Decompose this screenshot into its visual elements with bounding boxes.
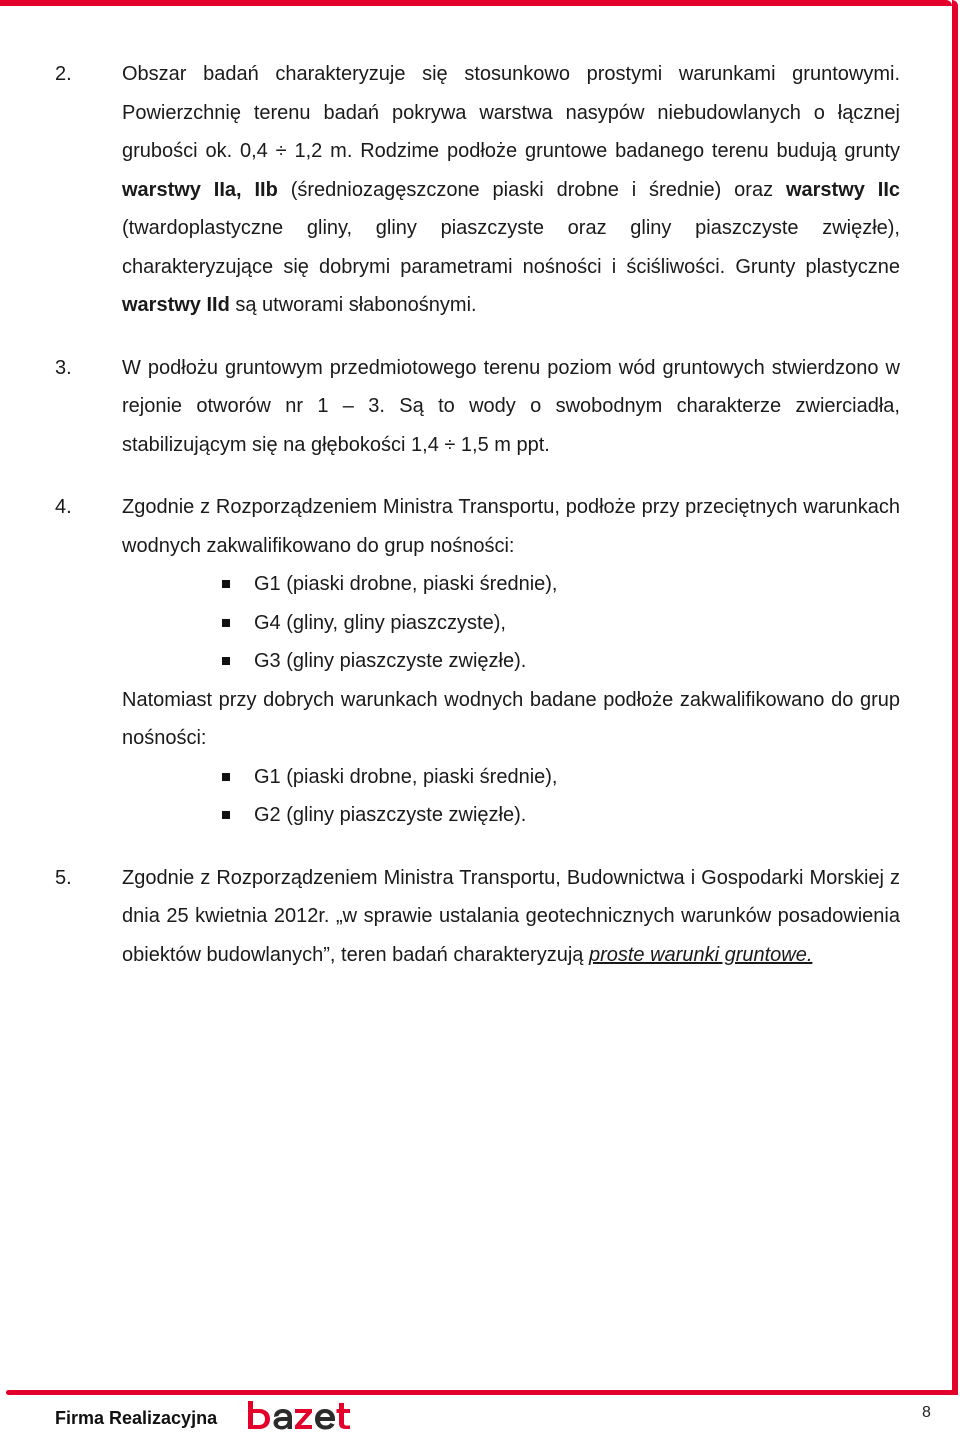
section-number: 2. [55,63,72,85]
list-item: G1 (piaski drobne, piaski średnie), [222,758,900,797]
page-frame-bottom [6,1390,958,1395]
section-paragraph [122,55,900,325]
page-number: 8 [922,1404,931,1421]
bold-term: warstwy IId [122,294,230,316]
list-item: G1 (piaski drobne, piaski średnie), [222,565,900,604]
section-paragraph: Zgodnie z Rozporządzeniem Ministra Transportu, podłoże przy przeciętnych warunkach wodnych zakwalifikowano do grup nośności: [122,496,900,557]
text-run: (średniozagęszczone piaski drobne i średnie) oraz [277,178,786,201]
bold-term: warstwy IIc [785,178,901,201]
section-paragraph [122,859,900,975]
list-item: G3 (gliny piaszczyste zwięzłe). [222,642,900,681]
section-5 [0,859,900,975]
section-number: 4. [55,496,72,518]
bazet-logo [246,1399,352,1433]
section-3 [0,349,900,465]
section-2 [0,55,900,325]
list-item: G4 (gliny, gliny piaszczyste), [222,604,900,643]
bullet-list [122,565,900,681]
footer-company-name: Firma Realizacyjna [55,1408,218,1428]
text-run: (twardoplastyczne gliny, gliny piaszczyste oraz gliny piaszczyste zwięzłe), charakteryzujące się dobrymi parametrami nośności i ściśliwości. Grunty plastyczne [122,217,900,278]
text-run: Obszar badań charakteryzuje się stosunkowo prostymi warunkami gruntowymi. Powierzchnię terenu badań pokrywa warstwa nasypów niebudowlanych o łącznej grubości ok. 0,4 ÷ 1,2 m. Rodzime podłoże gruntowe badanego terenu budują grunty [122,63,900,162]
section-number: 5. [55,866,72,889]
page-frame-top [0,0,952,6]
bold-term: warstwy IIa, IIb [122,178,278,201]
underlined-text: proste warunki gruntowe. [588,943,813,966]
section-paragraph: W podłożu gruntowym przedmiotowego terenu poziom wód gruntowych stwierdzono w rejonie otworów nr 1 – 3. Są to wody o swobodnym charakterze zwierciadła, stabilizującym się na głębokości 1,4 ÷ 1,5 m ppt. [122,356,900,456]
list-item: G2 (gliny piaszczyste zwięzłe). [222,796,900,835]
text-run: Zgodnie z Rozporządzeniem Ministra Transportu, Budownictwa i Gospodarki Morskiej z dnia 25 kwietnia 2012r. „w sprawie ustalania geotechnicznych warunków posadowienia obiektów budowlanych”, teren badań charakteryzują [122,866,900,966]
section-number: 3. [55,356,72,379]
bullet-list [122,758,900,835]
text-run: są utworami słabonośnymi. [229,294,477,316]
section-paragraph: Natomiast przy dobrych warunkach wodnych badane podłoże zakwalifikowano do grup nośności: [122,688,900,749]
section-4 [0,488,900,835]
document-body [0,55,960,974]
